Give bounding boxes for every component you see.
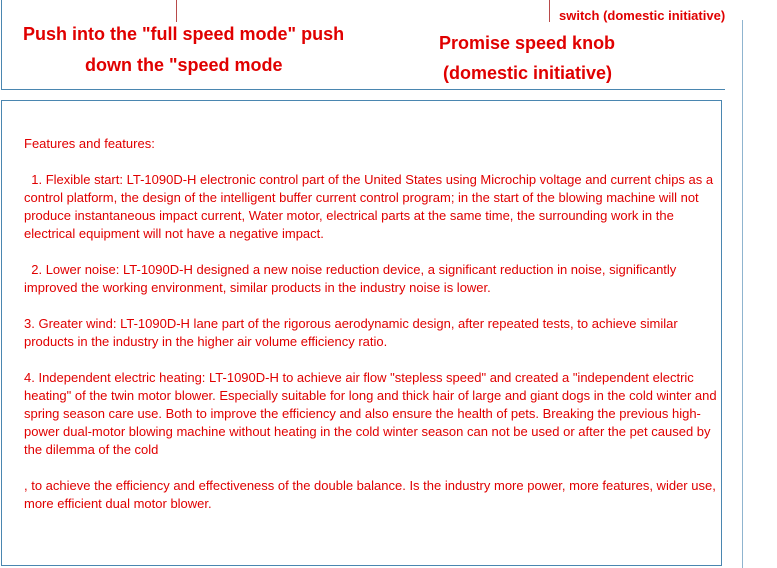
push-mode-label-line2: down the "speed mode: [85, 55, 283, 75]
switch-label: switch (domestic initiative): [559, 8, 726, 23]
callout-line-left: [176, 0, 177, 22]
feature-item-greater-wind: 3. Greater wind: LT-1090D-H lane part of the rigorous aerodynamic design, after repeated tests, to achieve similar products in the industry in the higher air volume efficiency ratio.: [24, 316, 678, 349]
feature-item-lower-noise: 2. Lower noise: LT-1090D-H designed a new noise reduction device, a significant reduction in noise, significantly improved the working environment, similar products in the industry noise is lower.: [24, 262, 680, 295]
feature-item-flexible-start: 1. Flexible start: LT-1090D-H electronic control part of the United States using Microchip voltage and current chips as a control platform, the design of the intelligent buffer current control program; in the start of the blowing machine will not produce instantaneous impact current, Water motor, electrical parts at the same time, the surrounding work in the electrical equipment will not have a negative impact.: [24, 172, 717, 241]
push-mode-label-line1: Push into the "full speed mode" push: [23, 24, 345, 44]
right-edge-line: [742, 20, 743, 568]
feature-item-electric-heating: 4. Independent electric heating: LT-1090D-H to achieve air flow "stepless speed" and created a "independent electric heating" of the twin motor blower. Especially suitable for long and thick hair of large and giant dogs in the cold winter and spring season care use. Both to improve the efficiency and also ensure the health of pets. Breaking the previous high-power dual-motor blowing machine without heating in the cold winter season can not be used or after the pet caused by the dilemma of the cold: [24, 370, 717, 457]
features-text: [24, 135, 724, 531]
top-frame-bottom: [1, 89, 725, 90]
feature-item-double-balance: , to achieve the efficiency and effectiveness of the double balance. Is the industry more power, more features, wider use, more efficient dual motor blower.: [24, 478, 716, 511]
callout-line-right: [549, 0, 550, 22]
speed-knob-label-line1: Promise speed knob: [439, 33, 616, 53]
features-heading: Features and features:: [24, 136, 155, 151]
top-frame-left: [1, 0, 2, 90]
speed-knob-label-line2: (domestic initiative): [443, 63, 613, 83]
